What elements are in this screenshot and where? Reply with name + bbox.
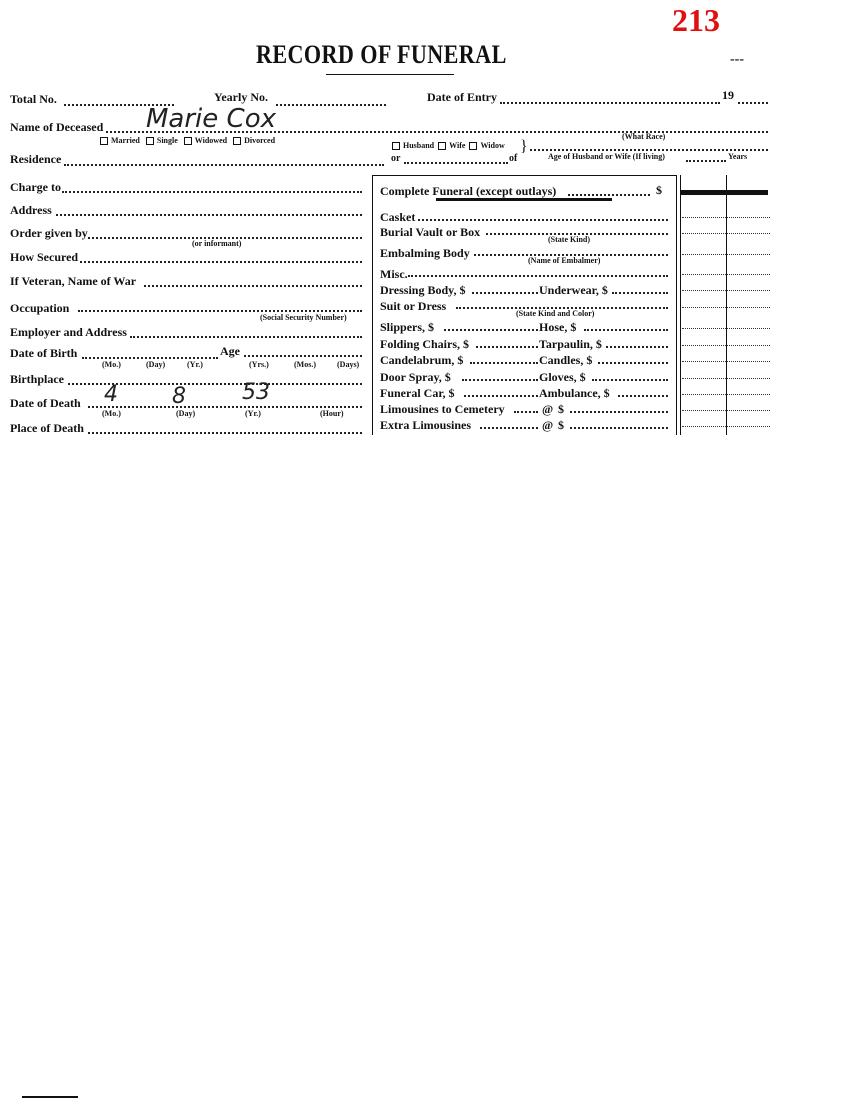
year-prefix: 19 bbox=[722, 88, 734, 102]
occupation-label: Occupation bbox=[10, 301, 70, 315]
spouse-options bbox=[392, 141, 505, 150]
burial-vault-label: Burial Vault or Box bbox=[380, 225, 481, 239]
complete-funeral-label: Complete Funeral (except outlays) bbox=[380, 184, 557, 198]
misc-field[interactable] bbox=[408, 275, 668, 277]
death-year-handwritten: 53 bbox=[242, 380, 270, 405]
death-day-handwritten: 8 bbox=[172, 384, 186, 409]
charges-left-border bbox=[372, 175, 373, 435]
date-of-death-field[interactable] bbox=[88, 406, 362, 408]
suit-or-dress-label: Suit or Dress bbox=[380, 299, 447, 313]
birthplace-label: Birthplace bbox=[10, 372, 64, 386]
bottom-edge-mark bbox=[22, 1096, 78, 1098]
dob-sub-yr: (Yr.) bbox=[187, 360, 203, 369]
dob-field[interactable] bbox=[82, 357, 218, 359]
tarpaulin-field[interactable] bbox=[606, 346, 668, 348]
amount-row-door-spray[interactable] bbox=[682, 378, 770, 379]
place-of-death-field[interactable] bbox=[88, 432, 362, 434]
how-secured-label: How Secured bbox=[10, 250, 79, 264]
extra-limousines-count-field[interactable] bbox=[480, 427, 538, 429]
slippers-label: Slippers, $ bbox=[380, 320, 435, 334]
what-race-label: (What Race) bbox=[622, 132, 666, 141]
dob-sub-mo: (Mo.) bbox=[102, 360, 121, 369]
single-checkbox[interactable] bbox=[146, 137, 154, 145]
age-of-spouse-label: Age of Husband or Wife (If living) bbox=[548, 152, 665, 161]
casket-label: Casket bbox=[380, 210, 416, 224]
funeral-car-field[interactable] bbox=[464, 395, 538, 397]
ambulance-label: Ambulance, $ bbox=[539, 386, 610, 400]
amount-row-candelabrum[interactable] bbox=[682, 361, 770, 362]
page-title: RECORD OF FUNERAL bbox=[256, 40, 507, 69]
divorced-label: Divorced bbox=[244, 136, 276, 145]
wife-label: Wife bbox=[449, 141, 466, 150]
age-field[interactable] bbox=[244, 355, 362, 357]
candles-label: Candles, $ bbox=[539, 353, 593, 367]
title-underline bbox=[326, 74, 454, 75]
ambulance-field[interactable] bbox=[618, 395, 668, 397]
address-label: Address bbox=[10, 203, 52, 217]
hose-label: Hose, $ bbox=[539, 320, 577, 334]
residence-label: Residence bbox=[10, 152, 62, 166]
amount-row-funeral-car[interactable] bbox=[682, 394, 770, 395]
husband-checkbox[interactable] bbox=[392, 142, 400, 150]
extra-limousines-at: @ bbox=[542, 418, 554, 432]
or-field[interactable] bbox=[404, 162, 508, 164]
limousines-rate-field[interactable] bbox=[570, 411, 668, 413]
gloves-label: Gloves, $ bbox=[539, 370, 586, 384]
dressing-body-label: Dressing Body, $ bbox=[380, 283, 466, 297]
age-sub-yrs: (Yrs.) bbox=[249, 360, 269, 369]
married-checkbox[interactable] bbox=[100, 137, 108, 145]
door-spray-label: Door Spray, $ bbox=[380, 370, 451, 384]
marital-options bbox=[100, 136, 275, 145]
corner-mark: --- bbox=[730, 52, 744, 67]
amount-row-limousines[interactable] bbox=[682, 410, 770, 411]
limousines-dollar: $ bbox=[558, 402, 564, 416]
widowed-label: Widowed bbox=[194, 136, 228, 145]
deceased-name-handwritten: Marie Cox bbox=[146, 104, 276, 134]
veteran-label: If Veteran, Name of War bbox=[10, 274, 137, 288]
or-informant-label: (or informant) bbox=[192, 239, 242, 248]
funeral-car-label: Funeral Car, $ bbox=[380, 386, 455, 400]
amount-row-casket[interactable] bbox=[682, 217, 770, 218]
amount-row-burial[interactable] bbox=[682, 233, 770, 234]
yearly-no-field[interactable] bbox=[276, 104, 386, 106]
extra-limousines-rate-field[interactable] bbox=[570, 427, 668, 429]
candelabrum-label: Candelabrum, $ bbox=[380, 353, 464, 367]
age-sub-mos: (Mos.) bbox=[294, 360, 316, 369]
spouse-brace: } bbox=[520, 138, 528, 155]
single-label: Single bbox=[156, 136, 178, 145]
gloves-field[interactable] bbox=[592, 379, 668, 381]
date-of-entry-field[interactable] bbox=[500, 102, 720, 104]
dob-sub-day: (Day) bbox=[146, 360, 166, 369]
employer-label: Employer and Address bbox=[10, 325, 127, 339]
entry-year-field[interactable] bbox=[738, 102, 768, 104]
widow-checkbox[interactable] bbox=[469, 142, 477, 150]
complete-funeral-field[interactable] bbox=[568, 194, 650, 196]
death-month-handwritten: 4 bbox=[104, 382, 118, 407]
slippers-field[interactable] bbox=[444, 329, 538, 331]
embalming-label: Embalming Body bbox=[380, 246, 470, 260]
married-label: Married bbox=[111, 136, 140, 145]
residence-field[interactable] bbox=[64, 164, 384, 166]
age-sub-days: (Days) bbox=[337, 360, 360, 369]
occupation-field[interactable] bbox=[78, 310, 362, 312]
amount-row-slippers[interactable] bbox=[682, 328, 770, 329]
how-secured-field[interactable] bbox=[80, 261, 362, 263]
husband-label: Husband bbox=[403, 141, 435, 150]
place-of-death-label: Place of Death bbox=[10, 421, 84, 435]
complete-funeral-underline bbox=[436, 198, 612, 201]
or-label: or bbox=[391, 153, 401, 164]
amount-row-dressing[interactable] bbox=[682, 290, 770, 291]
address-field[interactable] bbox=[56, 214, 362, 216]
extra-limousines-label: Extra Limousines bbox=[380, 418, 472, 432]
name-of-embalmer-label: (Name of Embalmer) bbox=[528, 256, 601, 265]
hose-field[interactable] bbox=[584, 329, 668, 331]
casket-field[interactable] bbox=[418, 219, 668, 221]
folding-chairs-field[interactable] bbox=[476, 346, 538, 348]
death-sub-yr: (Yr.) bbox=[245, 409, 261, 418]
amount-row-extra-limousines[interactable] bbox=[682, 426, 770, 427]
death-sub-hour: (Hour) bbox=[320, 409, 344, 418]
amount-col-left-inner bbox=[680, 175, 681, 435]
door-spray-field[interactable] bbox=[462, 379, 538, 381]
dob-label: Date of Birth bbox=[10, 346, 78, 360]
misc-label: Misc. bbox=[380, 267, 408, 281]
complete-funeral-dollar: $ bbox=[656, 183, 662, 197]
ssn-label: (Social Security Number) bbox=[260, 313, 347, 322]
charges-top-border bbox=[372, 175, 676, 176]
amount-row-misc[interactable] bbox=[682, 274, 770, 275]
extra-limousines-dollar: $ bbox=[558, 418, 564, 432]
limousines-at: @ bbox=[542, 402, 554, 416]
death-sub-day: (Day) bbox=[176, 409, 196, 418]
age-label: Age bbox=[220, 344, 240, 358]
of-label: of bbox=[509, 153, 518, 164]
tarpaulin-label: Tarpaulin, $ bbox=[539, 337, 602, 351]
dressing-body-field[interactable] bbox=[472, 292, 538, 294]
charge-to-field[interactable] bbox=[62, 191, 362, 193]
deceased-label: Name of Deceased bbox=[10, 120, 104, 134]
state-kind-color-label: (State Kind and Color) bbox=[516, 309, 595, 318]
wife-checkbox[interactable] bbox=[438, 142, 446, 150]
spouse-name-field[interactable] bbox=[530, 149, 768, 151]
amount-row-embalming[interactable] bbox=[682, 254, 770, 255]
age-of-spouse-field[interactable] bbox=[686, 160, 726, 162]
limousines-count-field[interactable] bbox=[514, 411, 538, 413]
candles-field[interactable] bbox=[598, 362, 668, 364]
amount-total-bar bbox=[680, 190, 768, 195]
years-label: Years bbox=[728, 152, 748, 161]
yearly-no-label: Yearly No. bbox=[214, 90, 268, 104]
amount-row-suit[interactable] bbox=[682, 307, 770, 308]
page-number: 213 bbox=[672, 2, 720, 38]
state-kind-label: (State Kind) bbox=[548, 235, 590, 244]
amount-col-mid bbox=[726, 175, 727, 435]
widowed-checkbox[interactable] bbox=[184, 137, 192, 145]
divorced-checkbox[interactable] bbox=[233, 137, 241, 145]
amount-row-chairs[interactable] bbox=[682, 345, 770, 346]
underwear-label: Underwear, $ bbox=[539, 283, 608, 297]
widow-label: Widow bbox=[480, 141, 505, 150]
charge-to-label: Charge to bbox=[10, 180, 61, 194]
total-no-label: Total No. bbox=[10, 92, 57, 106]
date-of-entry-label: Date of Entry bbox=[427, 90, 497, 104]
limousines-label: Limousines to Cemetery bbox=[380, 402, 505, 416]
underwear-field[interactable] bbox=[612, 292, 668, 294]
folding-chairs-label: Folding Chairs, $ bbox=[380, 337, 470, 351]
death-sub-mo: (Mo.) bbox=[102, 409, 121, 418]
employer-field[interactable] bbox=[130, 336, 362, 338]
veteran-field[interactable] bbox=[144, 285, 362, 287]
date-of-death-label: Date of Death bbox=[10, 396, 81, 410]
amount-col-left bbox=[676, 175, 677, 435]
candelabrum-field[interactable] bbox=[470, 362, 538, 364]
order-given-by-label: Order given by bbox=[10, 226, 88, 240]
